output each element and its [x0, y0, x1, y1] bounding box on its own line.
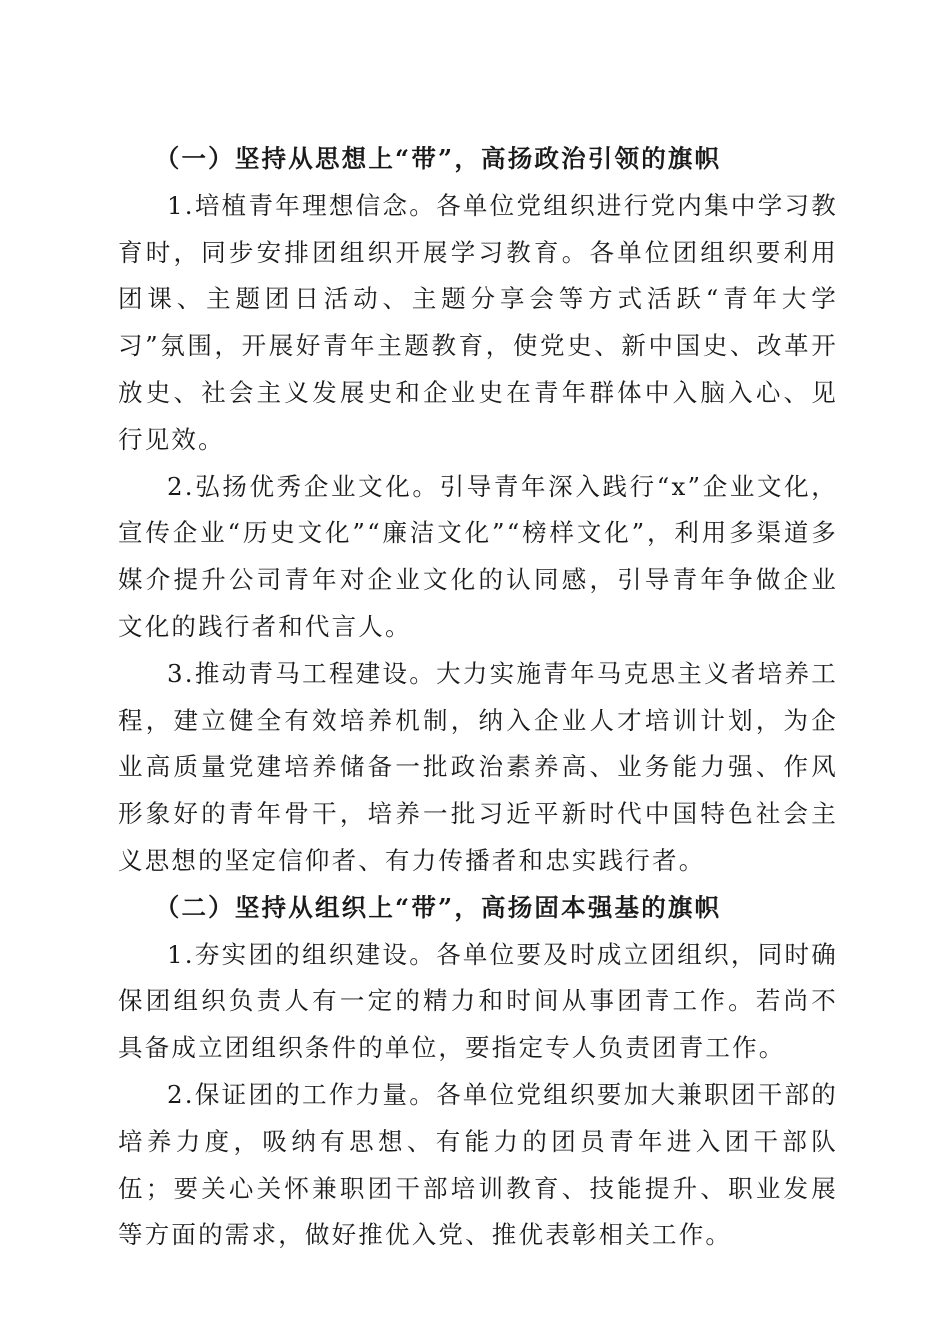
paragraph-2-1: 1.夯实团的组织建设。各单位要及时成立团组织，同时确保团组织负责人有一定的精力和时间从事团青工作。若尚不具备成立团组织条件的单位，要指定专人负责团青工作。: [118, 939, 838, 1063]
section-heading-2: （二）坚持从组织上“带”，高扬固本强基的旗帜: [154, 892, 722, 922]
document-page: [118, 136, 838, 1259]
paragraph-1-2: 2.弘扬优秀企业文化。引导青年深入践行“x”企业文化，宣传企业“历史文化”“廉洁文化”“榜样文化”，利用多渠道多媒介提升公司青年对企业文化的认同感，引导青年争做企业文化的践行者和代言人。: [118, 471, 838, 641]
paragraph-1-1: 1.培植青年理想信念。各单位党组织进行党内集中学习教育时，同步安排团组织开展学习教育。各单位团组织要利用团课、主题团日活动、主题分享会等方式活跃“青年大学习”氛围，开展好青年主题教育，使党史、新中国史、改革开放史、社会主义发展史和企业史在青年群体中入脑入心、见行见效。: [118, 190, 838, 454]
paragraph-2-2: 2.保证团的工作力量。各单位党组织要加大兼职团干部的培养力度，吸纳有思想、有能力的团员青年进入团干部队伍；要关心关怀兼职团干部培训教育、技能提升、职业发展等方面的需求，做好推优入党、推优表彰相关工作。: [118, 1079, 838, 1250]
paragraph-1-3: 3.推动青马工程建设。大力实施青年马克思主义者培养工程，建立健全有效培养机制，纳入企业人才培训计划，为企业高质量党建培养储备一批政治素养高、业务能力强、作风形象好的青年骨干，培养一批习近平新时代中国特色社会主义思想的坚定信仰者、有力传播者和忠实践行者。: [118, 658, 838, 875]
section-heading-1: （一）坚持从思想上“带”，高扬政治引领的旗帜: [154, 144, 722, 173]
